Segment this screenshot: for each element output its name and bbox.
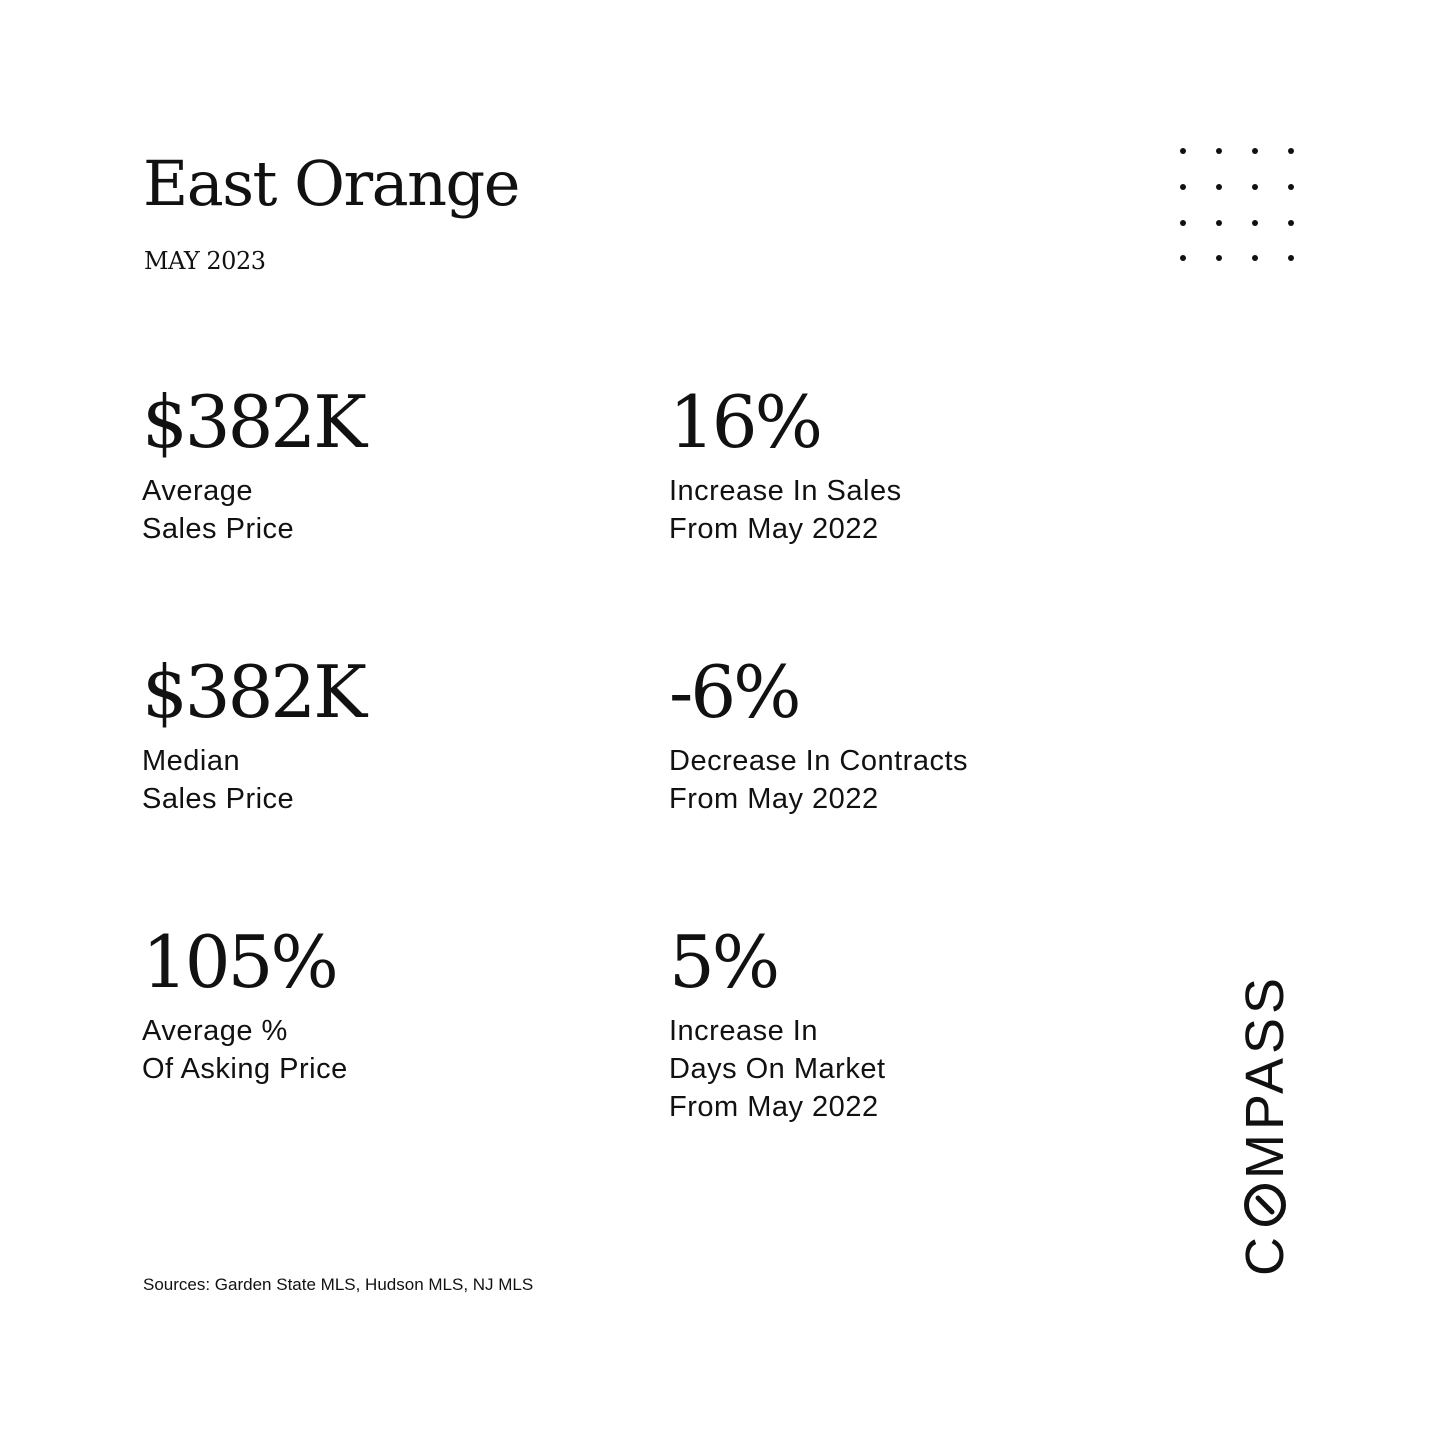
stat-value: 16% (669, 380, 821, 464)
stat-value: $382K (142, 650, 365, 734)
logo-text-start: C (1235, 1233, 1295, 1277)
stat-average-sales-price (142, 380, 562, 548)
page-title: East Orange (143, 147, 519, 220)
stat-label-line: Average % (142, 1015, 288, 1047)
stat-sales-change (669, 380, 1089, 548)
dot-grid-icon (1176, 145, 1296, 265)
stat-label (142, 742, 562, 818)
stat-label-line: Of Asking Price (142, 1053, 348, 1085)
report-date: MAY 2023 (144, 247, 266, 275)
stat-label-line: Sales Price (142, 513, 295, 545)
stat-label-line: Sales Price (142, 783, 295, 815)
logo-text-end: MPASS (1235, 973, 1295, 1180)
stat-value: -6% (669, 650, 799, 734)
stat-label-line: Days On Market (669, 1053, 886, 1085)
stat-label (669, 472, 1089, 548)
stat-label-line: Increase In (669, 1015, 818, 1047)
stat-label-line: Increase In Sales (669, 475, 902, 507)
sources-note: Sources: Garden State MLS, Hudson MLS, NJ MLS (143, 1275, 534, 1294)
stat-label-line: From May 2022 (669, 1091, 879, 1123)
stat-value: $382K (142, 380, 365, 464)
stat-label-line: Median (142, 745, 241, 777)
logo-wordmark (1235, 973, 1295, 1277)
stat-label-line: Average (142, 475, 253, 507)
stat-percent-of-asking (142, 920, 562, 1088)
stat-label (669, 1012, 1089, 1126)
stat-days-on-market-change (669, 920, 1089, 1126)
stat-label-line: From May 2022 (669, 513, 879, 545)
stat-label-line: Decrease In Contracts (669, 745, 969, 777)
stat-label-line: From May 2022 (669, 783, 879, 815)
stat-median-sales-price (142, 650, 562, 818)
stat-contracts-change (669, 650, 1089, 818)
stat-label (142, 472, 562, 548)
stat-value: 105% (142, 920, 336, 1004)
stat-value: 5% (669, 920, 778, 1004)
compass-o-icon (1243, 1183, 1287, 1227)
stat-label (669, 742, 1089, 818)
stat-label (142, 1012, 562, 1088)
